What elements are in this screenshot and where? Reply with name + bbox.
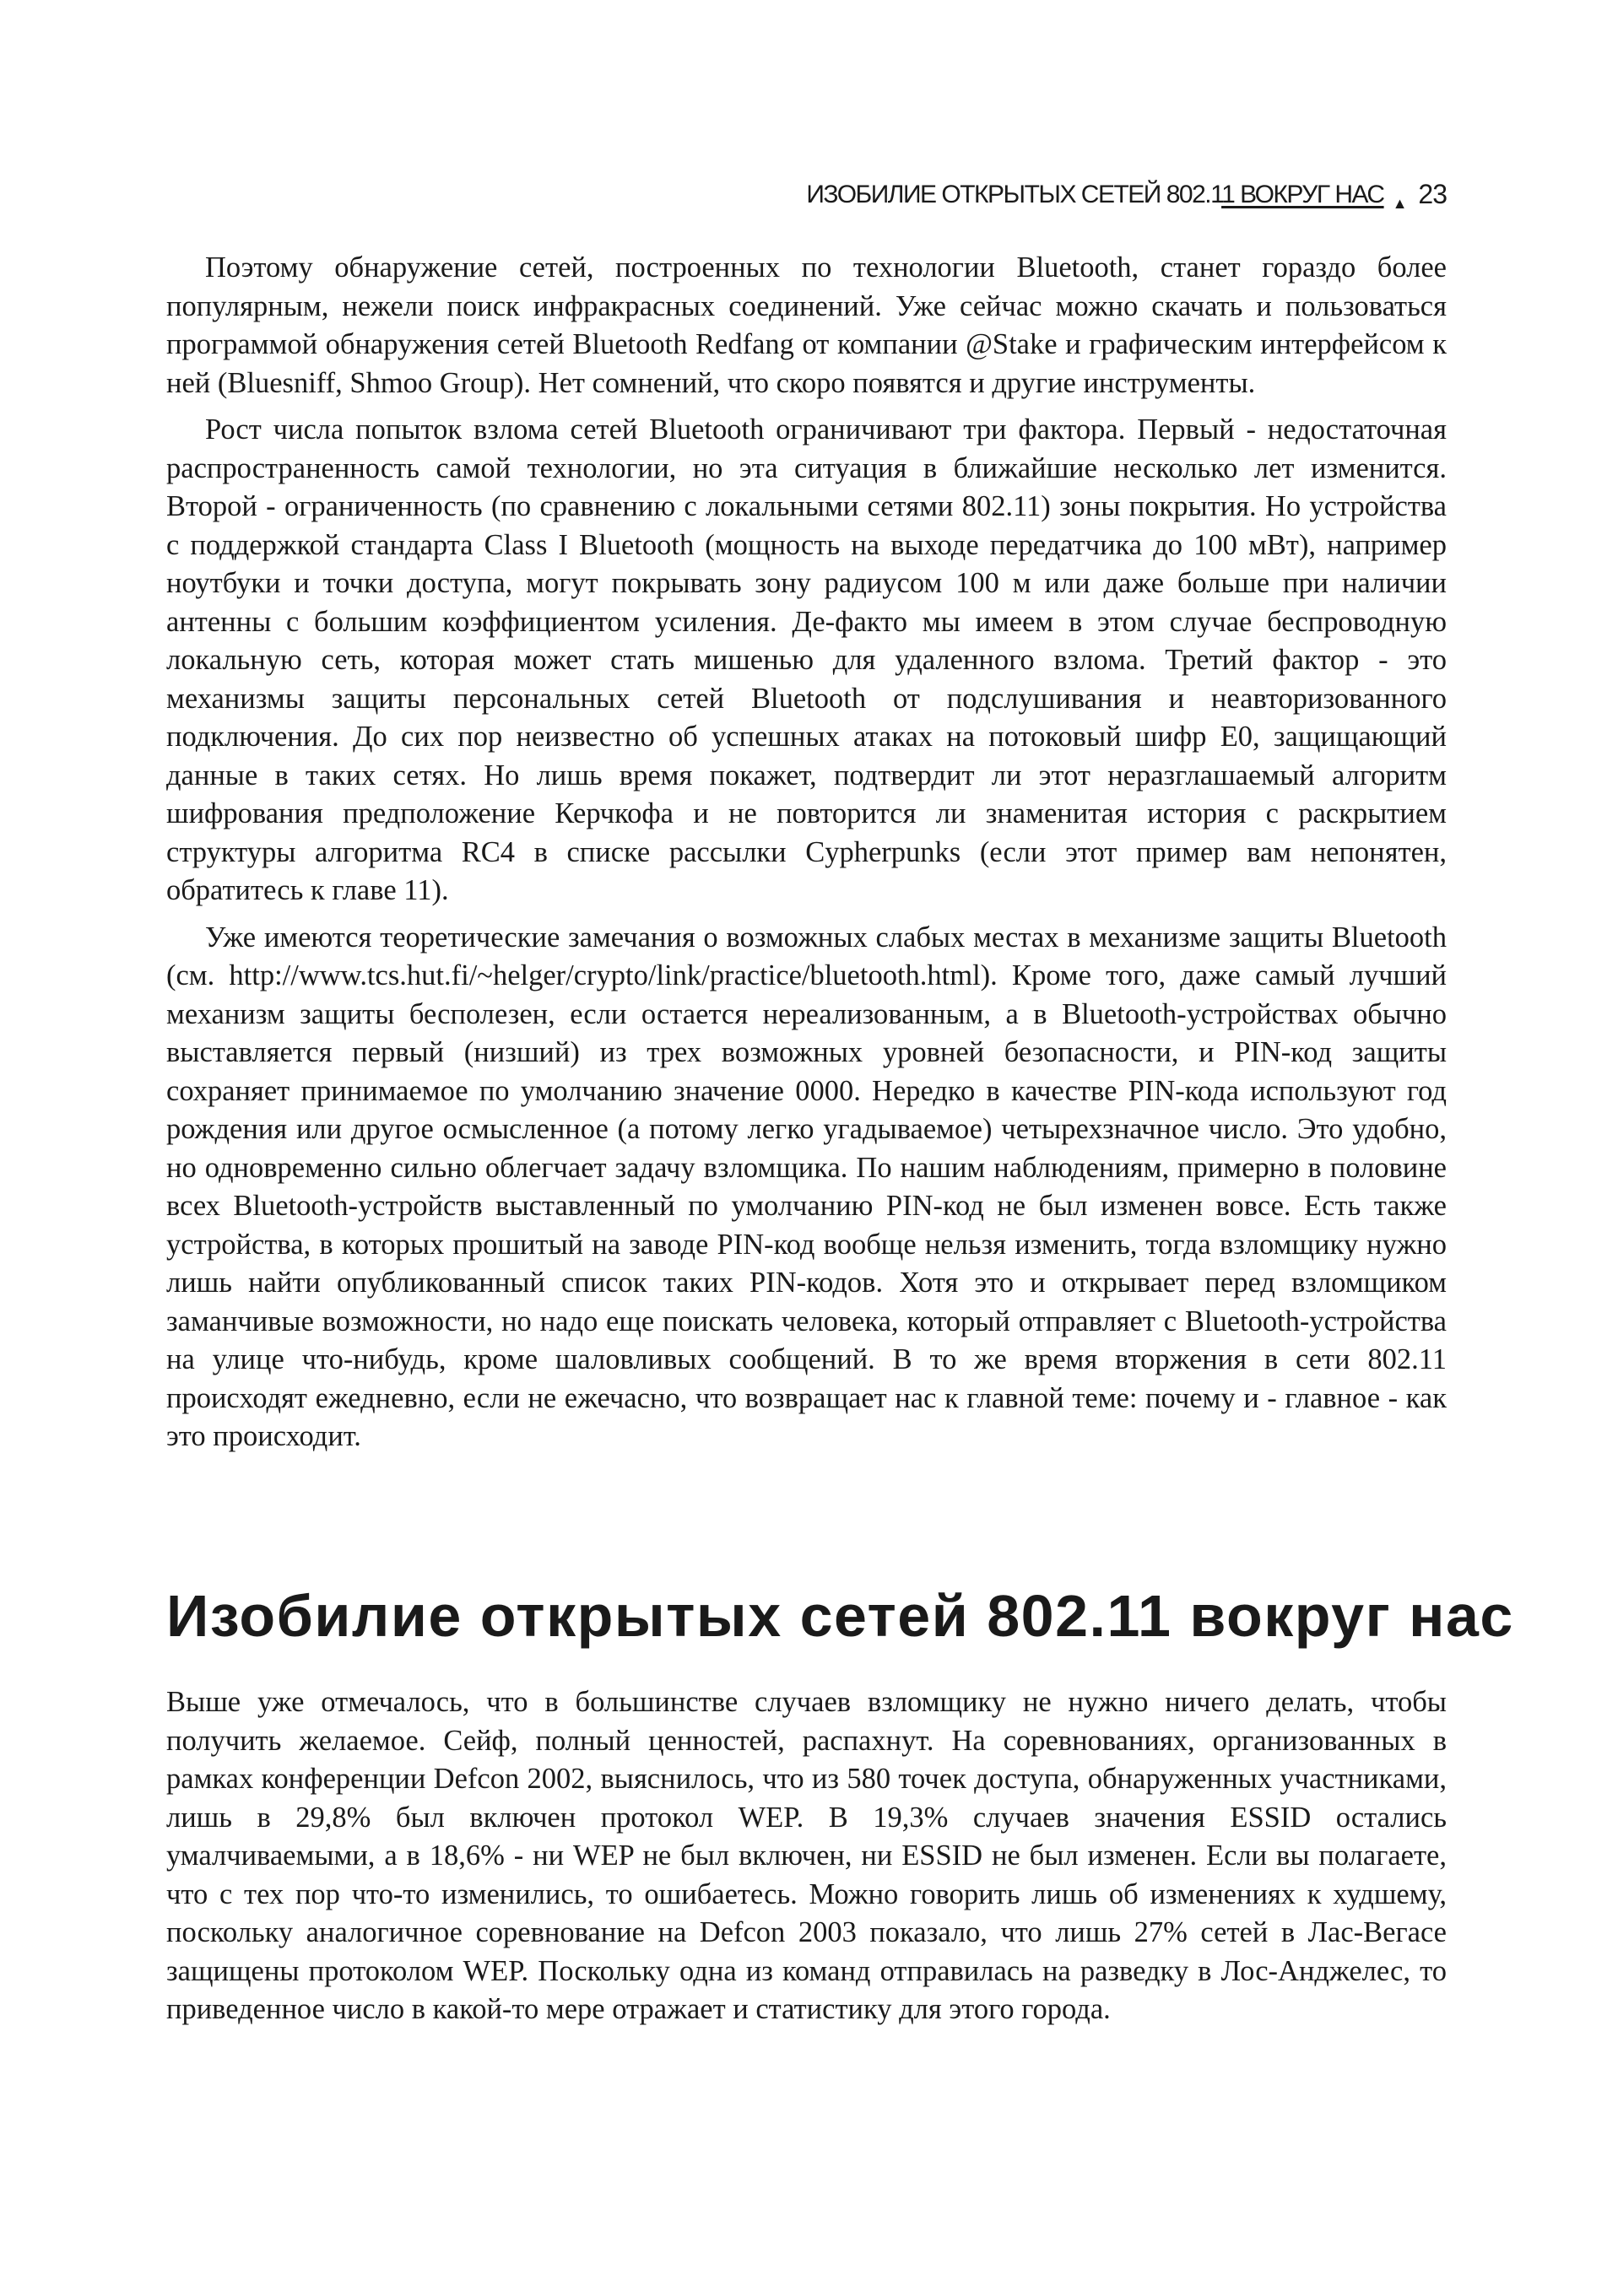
section-heading: Изобилие открытых сетей 802.11 вокруг нас <box>166 1583 1514 1649</box>
paragraph-bluetooth-factors: Рост числа попыток взлома сетей Bluetooth ограничивают три фактора. Первый - недостаточная распространенность самой технологии, но эта ситуация в ближайшие несколько лет изменится. Второй - ограниченность (по сравнению с локальными сетями 802.11) зоны покрытия. Но устройства с поддержкой стандарта Class I Bluetooth (мощность на выходе передатчика до 100 мВт), например ноутбуки и точки доступа, могут покрывать зону радиусом 100 м или даже больше при наличии антенны с большим коэффициентом усиления. Де-факто мы имеем в этом случае беспроводную локальную сеть, которая может стать мишенью для удаленного взлома. Третий фактор - это механизмы защиты персональных сетей Bluetooth от подслушивания и неавторизованного подключения. До сих пор неизвестно об успешных атаках на потоковый шифр E0, защищающий данные в таких сетях. Но лишь время покажет, подтвердит ли этот неразглашаемый алгоритм шифрования предположение Керчкофа и не повторится ли знаменитая история с раскрытием структуры алгоритма RC4 в списке рассылки Cypherpunks (если этот пример вам непонятен, обратитесь к главе 11). <box>166 413 1447 906</box>
running-header-title-underlined: 1 ВОКРУГ НАС <box>1221 181 1384 208</box>
running-header-title-start: ИЗОБИЛИЕ ОТКРЫТЫХ СЕТЕЙ 802.1 <box>806 181 1222 208</box>
running-header-title <box>806 182 1383 208</box>
body-text-section <box>166 1683 1447 2038</box>
page-number: 23 <box>1418 179 1447 209</box>
paragraph-bluetooth-discovery: Поэтому обнаружение сетей, построенных по технологии Bluetooth, станет гораздо более популярным, нежели поиск инфракрасных соединений. Уже сейчас можно скачать и пользоваться программой обнаружения сетей Bluetooth Redfang от компании @Stake и графическим интерфейсом к ней (Bluesniff, Shmoo Group). Нет сомнений, что скоро появятся и другие инструменты. <box>166 251 1447 399</box>
paragraph-open-networks: Выше уже отмечалось, что в большинстве случаев взломщику не нужно ничего делать, чтобы получить желаемое. Сейф, полный ценностей, распахнут. На соревнованиях, организованных в рамках конференции Defcon 2002, выяснилось, что из 580 точек доступа, обнаруженных участниками, лишь в 29,8% был включен протокол WEP. В 19,3% случаев значения ESSID остались умалчиваемыми, а в 18,6% - ни WEP не был включен, ни ESSID не был изменен. Если вы полагаете, что с тех пор что-то изменились, то ошибаетесь. Можно говорить лишь об изменениях к худшему, поскольку аналогичное соревнование на Defcon 2003 показало, что лишь 27% сетей в Лас-Вегасе защищены протоколом WEP. Поскольку одна из команд отправилась на разведку в Лос-Анджелес, то приведенное число в какой-то мере отражает и статистику для этого города. <box>166 1686 1447 2025</box>
paragraph-bluetooth-weaknesses: Уже имеются теоретические замечания о возможных слабых местах в механизме защиты Bluetooth (см. http://www.tcs.hut.fi/~helger/crypto/link/practice/bluetooth.html). Кроме того, даже самый лучший механизм защиты бесполезен, если остается нереализованным, а в Bluetooth-устройствах обычно выставляется первый (низший) из трех возможных уровней безопасности, и PIN-код защиты сохраняет принимаемое по умолчанию значение 0000. Нередко в качестве PIN-кода используют год рождения или другое осмысленное (а потому легко угадываемое) четырехзначное число. Это удобно, но одновременно сильно облегчает задачу взломщика. По нашим наблюдениям, примерно в половине всех Bluetooth-устройств выставленный по умолчанию PIN-код не был изменен вовсе. Есть также устройства, в которых прошитый на заводе PIN-код вообще нельзя изменить, тогда взломщику нужно лишь найти опубликованный список таких PIN-кодов. Хотя это и открывает перед взломщиком заманчивые возможности, но надо еще поискать человека, который отправляет с Bluetooth-устройства на улице что-нибудь, кроме шаловливых сообщений. В то же время вторжения в сети 802.11 происходят ежедневно, если не ежечасно, что возвращает нас к главной теме: почему и - главное - как это происходит. <box>166 921 1447 1452</box>
triangle-marker-icon: ▲ <box>1392 195 1407 212</box>
running-header <box>166 167 1447 212</box>
body-text-top <box>166 249 1447 1465</box>
